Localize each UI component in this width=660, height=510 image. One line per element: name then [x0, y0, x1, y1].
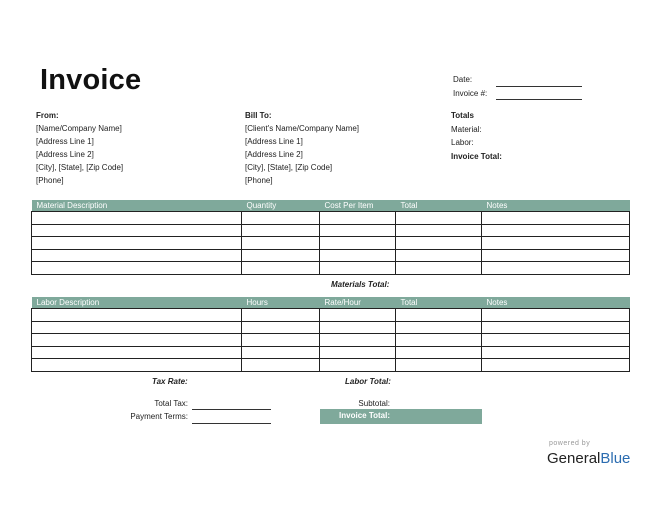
col-notes: Notes [482, 297, 630, 309]
bill-to-line[interactable]: [Phone] [245, 176, 273, 185]
table-cell[interactable] [320, 359, 396, 372]
table-cell[interactable] [242, 237, 320, 250]
table-cell[interactable] [32, 224, 242, 237]
table-row [32, 237, 630, 250]
col-labor-description: Labor Description [32, 297, 242, 309]
table-row [32, 262, 630, 275]
table-cell[interactable] [482, 334, 630, 347]
generalblue-logo [547, 450, 630, 467]
subtotal-label: Subtotal: [358, 399, 390, 408]
labor-total-label: Labor: [451, 138, 474, 147]
invoice-total-bar [320, 409, 482, 424]
totals-block [451, 109, 502, 163]
bill-to-line[interactable]: [Address Line 1] [245, 137, 303, 146]
bill-to-block [245, 109, 359, 187]
table-cell[interactable] [482, 309, 630, 322]
col-hours: Hours [242, 297, 320, 309]
table-cell[interactable] [396, 346, 482, 359]
from-line[interactable]: [Phone] [36, 176, 64, 185]
date-field[interactable] [496, 86, 582, 87]
table-cell[interactable] [242, 346, 320, 359]
table-cell[interactable] [396, 224, 482, 237]
labor-table [31, 297, 630, 372]
table-cell[interactable] [396, 334, 482, 347]
table-cell[interactable] [320, 334, 396, 347]
payment-terms-label: Payment Terms: [130, 412, 188, 421]
table-cell[interactable] [482, 237, 630, 250]
invoice-total-bar-label: Invoice Total: [339, 411, 390, 420]
invoice-number-field[interactable] [496, 99, 582, 100]
col-material-description: Material Description [32, 200, 242, 212]
from-line[interactable]: [Address Line 1] [36, 137, 94, 146]
table-cell[interactable] [396, 359, 482, 372]
col-quantity: Quantity [242, 200, 320, 212]
table-cell[interactable] [396, 309, 482, 322]
table-cell[interactable] [320, 212, 396, 225]
from-line[interactable]: [City], [State], [Zip Code] [36, 163, 124, 172]
from-heading: From: [36, 111, 59, 120]
powered-by-text: powered by [549, 440, 591, 447]
materials-table [31, 200, 630, 275]
col-total: Total [396, 297, 482, 309]
table-cell[interactable] [242, 224, 320, 237]
table-cell[interactable] [320, 309, 396, 322]
logo-part-general: General [547, 450, 601, 467]
table-cell[interactable] [320, 224, 396, 237]
materials-total-label: Materials Total: [331, 280, 390, 289]
total-tax-field[interactable] [192, 409, 271, 410]
table-cell[interactable] [320, 262, 396, 275]
table-cell[interactable] [320, 249, 396, 262]
invoice-title: Invoice [40, 64, 142, 96]
table-row [32, 224, 630, 237]
table-cell[interactable] [396, 212, 482, 225]
from-block [36, 109, 123, 187]
table-cell[interactable] [242, 321, 320, 334]
table-cell[interactable] [320, 237, 396, 250]
invoice-number-label: Invoice #: [453, 89, 488, 98]
bill-to-heading: Bill To: [245, 111, 272, 120]
table-cell[interactable] [242, 359, 320, 372]
table-cell[interactable] [482, 359, 630, 372]
table-row [32, 359, 630, 372]
tax-rate-label: Tax Rate: [152, 377, 188, 386]
table-cell[interactable] [242, 309, 320, 322]
table-cell[interactable] [32, 334, 242, 347]
table-cell[interactable] [242, 262, 320, 275]
table-row [32, 212, 630, 225]
totals-heading: Totals [451, 111, 474, 120]
table-row [32, 249, 630, 262]
payment-terms-field[interactable] [192, 423, 271, 424]
table-cell[interactable] [396, 321, 482, 334]
table-cell[interactable] [482, 224, 630, 237]
materials-header-row [32, 200, 630, 212]
table-cell[interactable] [482, 249, 630, 262]
table-cell[interactable] [320, 346, 396, 359]
table-cell[interactable] [32, 321, 242, 334]
col-cost-per-item: Cost Per Item [320, 200, 396, 212]
logo-part-blue: Blue [600, 450, 631, 467]
table-cell[interactable] [482, 321, 630, 334]
table-row [32, 321, 630, 334]
table-cell[interactable] [32, 262, 242, 275]
table-cell[interactable] [242, 334, 320, 347]
table-row [32, 309, 630, 322]
table-cell[interactable] [482, 212, 630, 225]
table-cell[interactable] [482, 262, 630, 275]
table-cell[interactable] [242, 249, 320, 262]
table-cell[interactable] [32, 359, 242, 372]
table-cell[interactable] [32, 346, 242, 359]
table-cell[interactable] [396, 262, 482, 275]
col-notes: Notes [482, 200, 630, 212]
table-cell[interactable] [396, 237, 482, 250]
bill-to-line[interactable]: [City], [State], [Zip Code] [245, 163, 333, 172]
table-cell[interactable] [242, 212, 320, 225]
material-total-label: Material: [451, 124, 482, 134]
labor-header-row [32, 297, 630, 309]
invoice-total-label: Invoice Total: [451, 151, 502, 161]
table-cell[interactable] [32, 249, 242, 262]
date-label: Date: [453, 75, 473, 84]
col-rate-hour: Rate/Hour [320, 297, 396, 309]
table-cell[interactable] [32, 212, 242, 225]
table-cell[interactable] [32, 237, 242, 250]
from-line[interactable]: [Address Line 2] [36, 150, 94, 159]
bill-to-line[interactable]: [Address Line 2] [245, 150, 303, 159]
col-total: Total [396, 200, 482, 212]
table-cell[interactable] [396, 249, 482, 262]
table-cell[interactable] [320, 321, 396, 334]
table-row [32, 334, 630, 347]
bill-to-line[interactable]: [Client's Name/Company Name] [245, 124, 360, 133]
from-line[interactable]: [Name/Company Name] [36, 124, 122, 133]
table-cell[interactable] [482, 346, 630, 359]
total-tax-label: Total Tax: [154, 399, 188, 408]
labor-total-label: Labor Total: [345, 377, 391, 386]
table-cell[interactable] [32, 309, 242, 322]
table-row [32, 346, 630, 359]
